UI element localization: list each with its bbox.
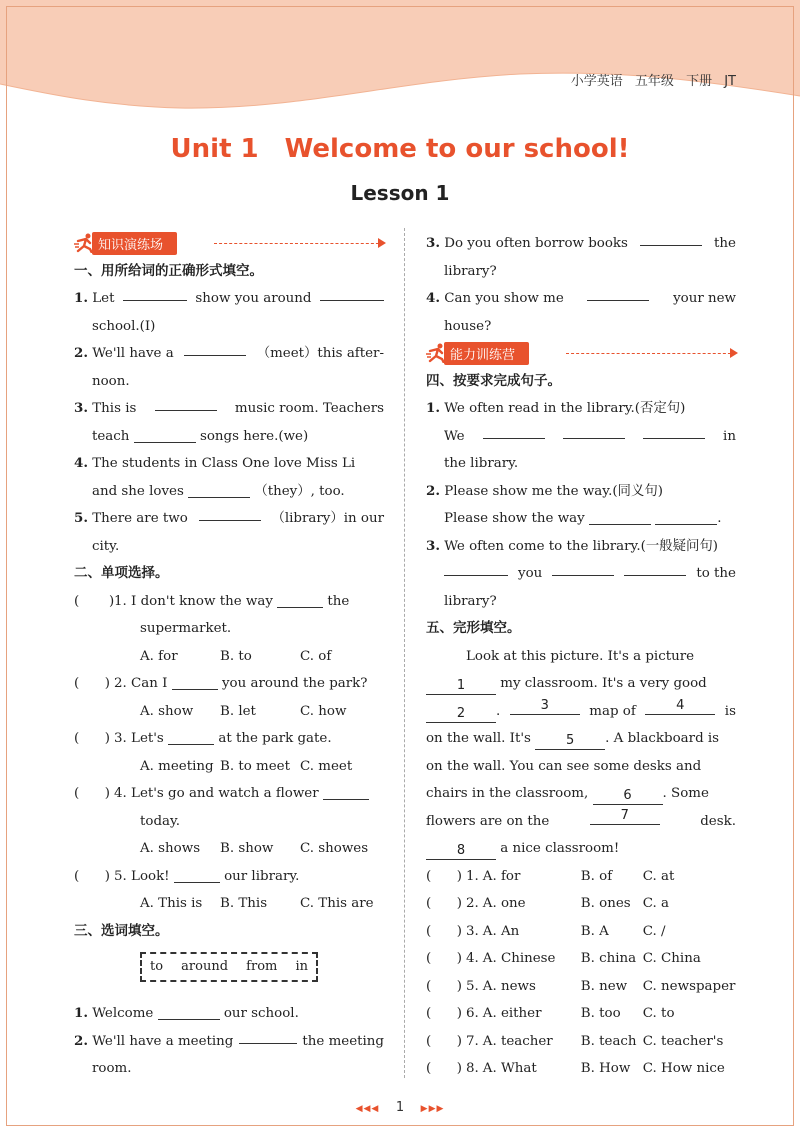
prev-arrows-icon: ◀◀◀ — [355, 1104, 380, 1114]
answer-blank[interactable] — [158, 1004, 220, 1020]
choice-row — [426, 1055, 736, 1083]
cloze-choices — [426, 863, 736, 1083]
choice-option[interactable]: B. too — [580, 1006, 621, 1021]
choice-option[interactable]: B. ones — [580, 896, 631, 911]
choice-option[interactable]: C. China — [642, 951, 701, 966]
passage-line: 2 . 3 map of 4 is — [426, 698, 736, 726]
options: A. for B. to C. of — [140, 648, 332, 664]
cloze-blank-5[interactable]: 5 — [535, 733, 605, 750]
section-tag-label: 能力训练营 — [444, 342, 529, 365]
question-cont: We in — [426, 423, 736, 451]
question: ( ) 5. Look! our library. — [74, 863, 384, 891]
left-column — [74, 230, 384, 1083]
book-info — [571, 70, 736, 89]
options: A. shows B. show C. showes — [140, 841, 369, 856]
part2-heading: 二、单项选择。 — [74, 565, 169, 581]
question-cont: teach songs here.(we) — [92, 428, 309, 444]
answer-bracket[interactable]: ( ) — [426, 951, 462, 966]
question: 2. We'll have a （meet）this after- — [74, 340, 384, 368]
answer-blank[interactable] — [655, 509, 717, 525]
part4-heading: 四、按要求完成句子。 — [426, 372, 561, 389]
choice-option[interactable]: A. one — [482, 896, 526, 911]
part1-heading: 一、用所给词的正确形式填空。 — [74, 262, 263, 279]
choice-option[interactable]: A. What — [482, 1061, 537, 1076]
answer-blank[interactable] — [188, 482, 250, 498]
options: A. meeting B. to meet C. meet — [140, 758, 353, 774]
question: 4. The students in Class One love Miss Li — [74, 455, 356, 471]
cloze-blank-3[interactable]: 3 — [510, 698, 580, 715]
passage-line: Look at this picture. It's a picture — [466, 648, 695, 664]
question: 3. We often come to the library.(一般疑问句) — [426, 537, 718, 554]
choice-option[interactable]: C. at — [642, 868, 675, 884]
question: ( ) 3. Let's at the park gate. — [74, 725, 384, 753]
answer-blank[interactable] — [123, 285, 187, 301]
choice-option[interactable]: A. An — [482, 923, 520, 939]
answer-bracket[interactable]: ( ) — [74, 868, 110, 884]
passage-line: on the wall. It's 5 . A blackboard is — [426, 731, 720, 748]
question: ( ) 4. Let's go and watch a flower — [74, 780, 384, 808]
answer-blank[interactable] — [323, 784, 369, 800]
choice-option[interactable]: C. teacher's — [642, 1033, 724, 1049]
question-cont: Please show the way . — [444, 511, 722, 526]
cloze-blank-7[interactable]: 7 — [590, 808, 660, 825]
options: A. This is B. This C. This are — [140, 896, 374, 911]
question-cont: library? — [444, 593, 497, 609]
word-bank-row — [74, 945, 384, 1000]
answer-blank[interactable] — [643, 423, 705, 439]
question: 3. Do you often borrow books the — [426, 230, 736, 258]
choice-option[interactable]: C. a — [642, 896, 670, 911]
part3-heading: 三、选词填空。 — [74, 922, 169, 939]
answer-blank[interactable] — [134, 427, 196, 443]
right-column — [426, 230, 736, 1083]
choice-option[interactable]: C. How nice — [642, 1061, 725, 1076]
answer-blank[interactable] — [589, 509, 651, 525]
answer-blank[interactable] — [239, 1028, 297, 1044]
choice-option[interactable]: A. for — [482, 868, 521, 884]
edition-label: JT — [724, 74, 736, 89]
choice-number: 8. — [466, 1061, 479, 1076]
question: 1. Welcome our school. — [74, 1005, 299, 1021]
word-bank: to around from in — [140, 952, 318, 982]
question-cont: you to the — [426, 560, 736, 588]
answer-bracket[interactable]: ( ) — [74, 593, 115, 609]
question: 3. This is music room. Teachers — [74, 395, 384, 423]
choice-number: 5. — [466, 978, 479, 994]
answer-bracket[interactable]: ( ) — [74, 676, 110, 691]
passage-line: chairs in the classroom, 6 . Some — [426, 786, 709, 803]
choice-number: 6. — [466, 1006, 479, 1021]
unit-title: Unit 1 Welcome to our school! — [170, 134, 630, 164]
choice-option[interactable]: B. teach — [580, 1033, 637, 1049]
choice-number: 1. — [466, 868, 479, 884]
question-cont: city. — [92, 538, 120, 554]
section-tag-knowledge — [74, 230, 384, 258]
cloze-blank-8[interactable]: 8 — [426, 843, 496, 860]
answer-blank[interactable] — [168, 729, 214, 745]
question: 2. We'll have a meeting the meeting — [74, 1028, 384, 1056]
choice-option[interactable]: B. china — [580, 951, 637, 966]
answer-bracket[interactable]: ( ) — [426, 868, 462, 884]
part5-heading: 五、完形填空。 — [426, 620, 521, 636]
question-cont: today. — [140, 813, 181, 829]
answer-bracket[interactable]: ( ) — [426, 923, 462, 939]
question: 2. Please show me the way.(同义句) — [426, 482, 663, 499]
choice-option[interactable]: B. A — [580, 923, 609, 939]
answer-blank[interactable] — [552, 560, 614, 576]
question-cont: the library. — [444, 456, 519, 471]
answer-blank[interactable] — [320, 285, 384, 301]
answer-bracket[interactable]: ( ) — [426, 978, 462, 994]
section-tag-label: 知识演练场 — [92, 232, 177, 255]
answer-blank[interactable] — [640, 230, 702, 246]
answer-blank[interactable] — [172, 674, 218, 690]
choice-number: 7. — [466, 1033, 479, 1049]
answer-bracket[interactable]: ( ) — [426, 1033, 462, 1049]
section-tag-ability — [426, 340, 736, 368]
answer-blank[interactable] — [444, 560, 508, 576]
subject-label: 小学英语 — [570, 74, 623, 89]
question: 1. We often read in the library.(否定句) — [426, 400, 686, 416]
cloze-blank-6[interactable]: 6 — [593, 788, 663, 805]
answer-blank[interactable] — [563, 423, 625, 439]
page-number-bar — [0, 1100, 800, 1115]
choice-option[interactable]: A. teacher — [482, 1033, 553, 1049]
choice-row — [426, 945, 736, 973]
answer-blank[interactable] — [624, 560, 686, 576]
choice-option[interactable]: C. / — [642, 923, 666, 939]
question-cont: house? — [444, 318, 492, 334]
answer-blank[interactable] — [199, 505, 261, 521]
answer-bracket[interactable]: ( ) — [74, 731, 110, 746]
lesson-title: Lesson 1 — [350, 181, 450, 205]
page-number: 1 — [395, 1100, 405, 1115]
question-cont: supermarket. — [140, 621, 232, 636]
choice-option[interactable]: C. to — [642, 1006, 675, 1021]
choice-option[interactable]: C. newspaper — [642, 978, 736, 994]
passage-line: flowers are on the 7 desk. — [426, 807, 736, 829]
column-divider — [404, 228, 405, 1078]
question: 4. Can you show me your new — [426, 285, 736, 313]
choice-number: 2. — [466, 896, 479, 911]
choice-row — [426, 890, 736, 918]
cloze-blank-2[interactable]: 2 — [426, 706, 496, 723]
options: A. show B. let C. how — [140, 703, 347, 719]
cloze-blank-4[interactable]: 4 — [645, 698, 715, 715]
choice-option[interactable]: A. Chinese — [482, 951, 556, 966]
answer-bracket[interactable]: ( ) — [74, 786, 110, 801]
question-cont: and she loves （they）, too. — [92, 483, 345, 499]
question: ( )1. I don't know the way the — [74, 588, 384, 616]
question: 5. There are two （library）in our — [74, 505, 384, 533]
passage-line: 8 a nice classroom! — [426, 835, 736, 863]
choice-number: 4. — [466, 951, 479, 966]
passage-line: on the wall. You can see some desks and — [426, 758, 702, 774]
choice-option[interactable]: B. How — [580, 1061, 631, 1076]
choice-option[interactable]: A. news — [482, 978, 536, 994]
choice-row — [426, 918, 736, 946]
answer-blank[interactable] — [483, 423, 545, 439]
question-cont: room. — [92, 1061, 132, 1076]
term-label: 下册 — [686, 74, 713, 89]
choice-row — [426, 1000, 736, 1028]
choice-row — [426, 1028, 736, 1056]
question-cont: school.(I) — [92, 318, 156, 334]
question-cont: library? — [444, 263, 497, 279]
grade-label: 五年级 — [634, 74, 674, 89]
choice-option[interactable]: A. either — [482, 1006, 542, 1021]
question-cont: noon. — [92, 373, 130, 389]
question: ( ) 2. Can I you around the park? — [74, 670, 384, 698]
answer-blank[interactable] — [184, 340, 246, 356]
passage-line: 1 my classroom. It's a very good — [426, 670, 736, 698]
cloze-blank-1[interactable]: 1 — [426, 678, 496, 695]
answer-bracket[interactable]: ( ) — [426, 1061, 462, 1076]
question: 1. Let show you around — [74, 285, 384, 313]
answer-blank[interactable] — [277, 592, 323, 608]
choice-option[interactable]: B. of — [580, 868, 613, 884]
choice-row — [426, 863, 736, 891]
answer-blank[interactable] — [587, 285, 649, 301]
answer-blank[interactable] — [155, 395, 217, 411]
next-arrows-icon: ▶▶▶ — [420, 1104, 445, 1114]
choice-row — [426, 973, 736, 1001]
choice-option[interactable]: B. new — [580, 978, 628, 994]
answer-bracket[interactable]: ( ) — [426, 896, 462, 911]
answer-bracket[interactable]: ( ) — [426, 1006, 462, 1021]
choice-number: 3. — [466, 923, 479, 939]
answer-blank[interactable] — [174, 867, 220, 883]
